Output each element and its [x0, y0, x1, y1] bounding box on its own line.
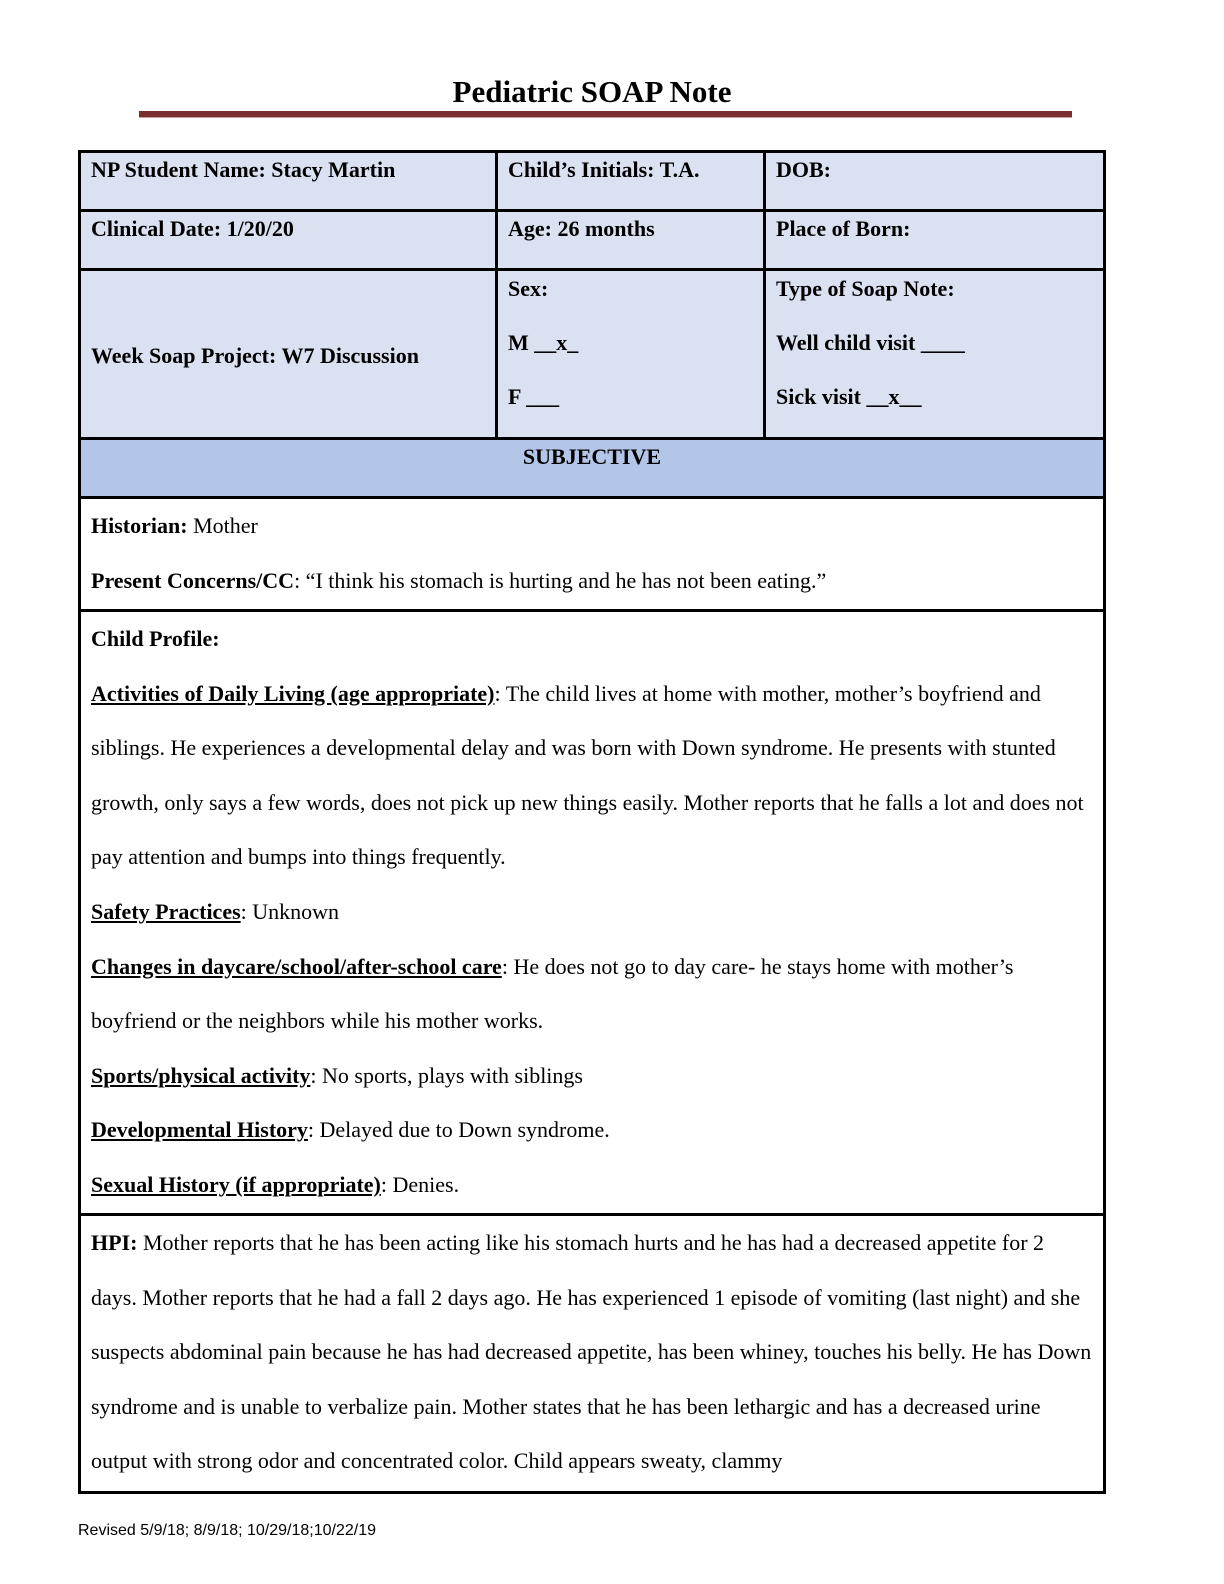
adl-paragraph [91, 667, 1093, 885]
daycare-paragraph [91, 940, 1093, 1049]
age-cell: Age: 26 months [497, 211, 765, 270]
sports-value: : No sports, plays with siblings [310, 1062, 583, 1088]
hpi-cell [80, 1215, 1105, 1493]
dob-cell: DOB: [765, 152, 1105, 211]
historian-value: Mother [187, 513, 258, 538]
adl-label: Activities of Daily Living (age appropriate) [91, 680, 495, 706]
week-project-cell [80, 270, 497, 439]
concerns-value: : “I think his stomach is hurting and he has not been eating.” [294, 567, 827, 593]
sex-label: Sex: [508, 276, 549, 301]
historian-concerns-cell [80, 498, 1105, 611]
sexual-history-paragraph [91, 1158, 1093, 1213]
developmental-label: Developmental History [91, 1117, 308, 1143]
revision-footer: Revised 5/9/18; 8/9/18; 10/29/18;10/22/19 [78, 1522, 377, 1539]
daycare-label: Changes in daycare/school/after-school care [91, 953, 502, 979]
historian-label: Historian: [91, 513, 188, 538]
safety-value: : Unknown [240, 898, 340, 924]
sexual-history-label: Sexual History (if appropriate) [91, 1171, 381, 1197]
sports-label: Sports/physical activity [91, 1062, 311, 1088]
note-type-label: Type of Soap Note: [776, 276, 955, 301]
sports-paragraph [91, 1049, 1093, 1104]
place-of-born-cell: Place of Born: [765, 211, 1105, 270]
soap-note-table [78, 150, 1106, 1494]
page-title: Pediatric SOAP Note [452, 74, 732, 109]
hpi-paragraph [91, 1216, 1093, 1489]
hpi-label: HPI: [91, 1230, 138, 1255]
concerns-line [91, 554, 1093, 609]
child-profile-heading: Child Profile: [91, 626, 220, 651]
well-child-option: Well child visit ____ [776, 330, 965, 355]
subjective-heading: SUBJECTIVE [80, 439, 1105, 498]
child-initials-cell: Child’s Initials: T.A. [497, 152, 765, 211]
sex-female-option: F ___ [508, 384, 560, 409]
developmental-paragraph [91, 1103, 1093, 1158]
safety-paragraph [91, 885, 1093, 940]
historian-line [91, 499, 1093, 554]
developmental-value: : Delayed due to Down syndrome. [307, 1117, 610, 1143]
sexual-history-value: : Denies. [380, 1171, 460, 1197]
sex-male-option: M __x_ [508, 330, 579, 355]
clinical-date-cell: Clinical Date: 1/20/20 [80, 211, 497, 270]
adl-value: : The child lives at home with mother, mother’s boyfriend and siblings. He experiences a developmental delay and was born with Down syndrome. He presents with stunted growth, only says a few words, does not pick up new things easily. Mother reports that he falls a lot and does not pay attention and bumps into things frequently. [91, 680, 1084, 870]
daycare-value: : He does not go to day care- he stays home with mother’s boyfriend or the neighbors while his mother works. [91, 953, 1014, 1034]
sick-visit-option: Sick visit __x__ [776, 384, 922, 409]
safety-label: Safety Practices [91, 898, 241, 924]
concerns-label: Present Concerns/CC [91, 567, 295, 593]
week-project-text: Week Soap Project: W7 Discussion [91, 343, 419, 368]
hpi-value: Mother reports that he has been acting like his stomach hurts and he has had a decreased appetite for 2 days. Mother reports that he had a fall 2 days ago. He has experienced 1 episode of vomiting (last night) and she suspects abdominal pain because he has had decreased appetite, has been whiney, touches his belly. He has Down syndrome and is unable to verbalize pain. Mother states that he has been lethargic and has a decreased urine output with strong odor and concentrated color. Child appears sweaty, clammy [91, 1230, 1092, 1474]
title-underline-rule [139, 111, 1072, 118]
child-profile-cell [80, 611, 1105, 1215]
sex-cell [497, 270, 765, 439]
note-type-cell [765, 270, 1105, 439]
student-name-cell: NP Student Name: Stacy Martin [80, 152, 497, 211]
